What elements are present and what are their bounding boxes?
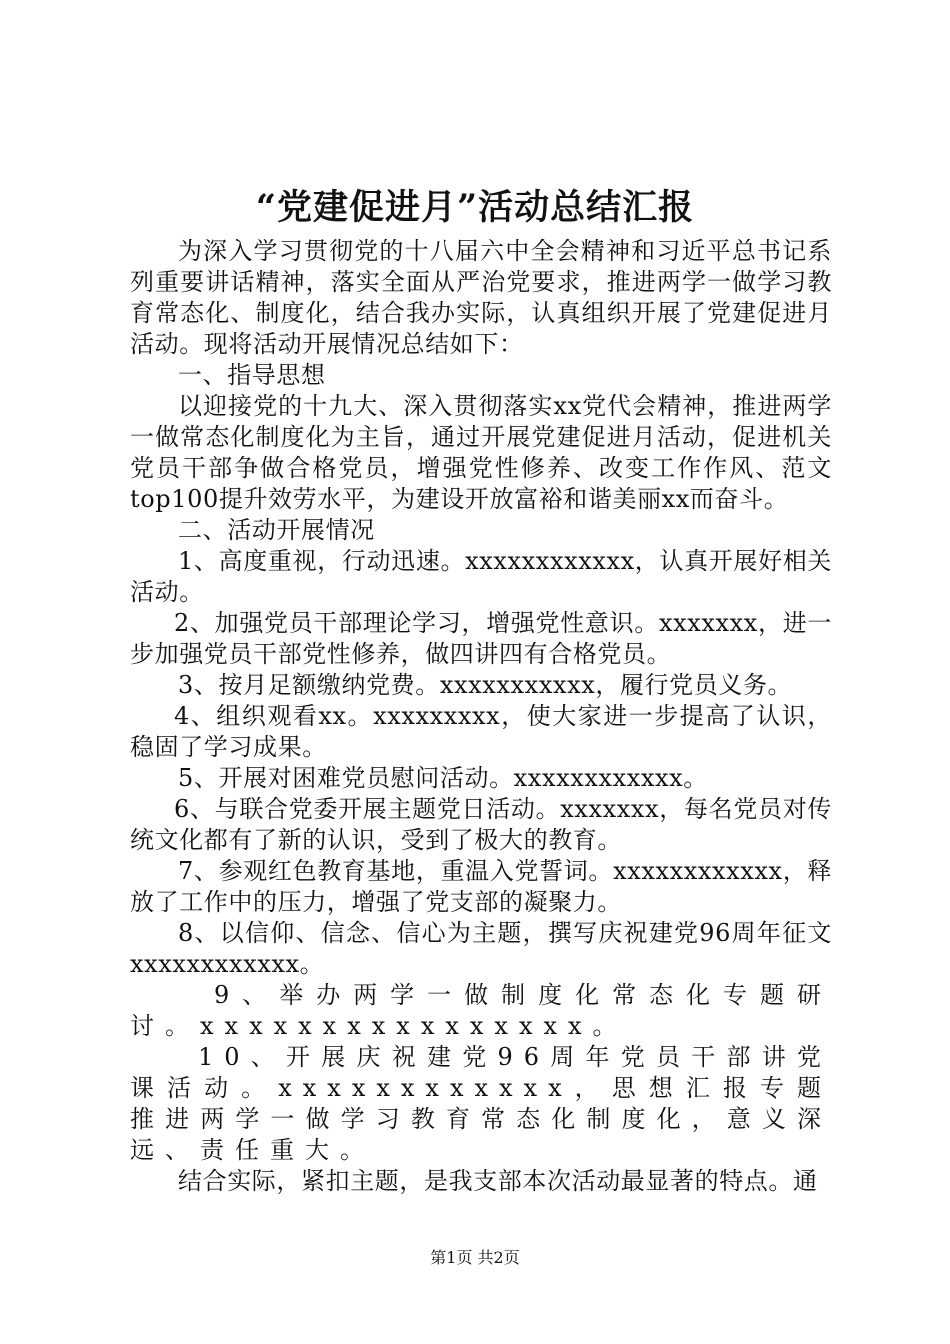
list-item-7: 7、参观红色教育基地，重温入党誓词。xxxxxxxxxxxx，释放了工作中的压力，增强了党支部的凝聚力。 bbox=[130, 857, 832, 916]
page-footer: 第1页 共2页 bbox=[430, 1248, 520, 1267]
heading-guiding-thought: 一、指导思想 bbox=[178, 361, 326, 389]
list-item-3: 3、按月足额缴纳党费。xxxxxxxxxxx，履行党员义务。 bbox=[178, 671, 793, 699]
paragraph-guiding-thought: 以迎接党的十九大、深入贯彻落实xx党代会精神，推进两学一做常态化制度化为主旨，通过开展党建促进月活动，促进机关党员干部争做合格党员，增强党性修养、改变工作作风、范文top100提升效劳水平，为建设开放富裕和谐美丽xx而奋斗。 bbox=[130, 392, 832, 513]
document-title: “党建促进月”活动总结汇报 bbox=[255, 187, 695, 228]
list-item-5: 5、开展对困难党员慰问活动。xxxxxxxxxxxx。 bbox=[178, 764, 708, 792]
list-item-4: 4、组织观看xx。xxxxxxxxx，使大家进一步提高了认识，稳固了学习成果。 bbox=[130, 702, 832, 761]
list-item-1: 1、高度重视，行动迅速。xxxxxxxxxxxx，认真开展好相关活动。 bbox=[130, 547, 832, 606]
paragraph-intro: 为深入学习贯彻党的十八届六中全会精神和习近平总书记系列重要讲话精神，落实全面从严治党要求，推进两学一做学习教育常态化、制度化，结合我办实际，认真组织开展了党建促进月活动。现将活动开展情况总结如下： bbox=[130, 237, 832, 358]
list-item-2: 2、加强党员干部理论学习，增强党性意识。xxxxxxx，进一步加强党员干部党性修养，做四讲四有合格党员。 bbox=[130, 609, 832, 668]
list-item-10: 10、开展庆祝建党96周年党员干部讲党课活动。xxxxxxxxxxxx，思想汇报专题推进两学一做学习教育常态化制度化，意义深远、责任重大。 bbox=[130, 1043, 832, 1164]
paragraph-summary: 结合实际，紧扣主题，是我支部本次活动最显著的特点。通 bbox=[178, 1167, 818, 1195]
list-item-8: 8、以信仰、信念、信心为主题，撰写庆祝建党96周年征文xxxxxxxxxxxx。 bbox=[130, 919, 832, 978]
list-item-6: 6、与联合党委开展主题党日活动。xxxxxxx，每名党员对传统文化都有了新的认识，受到了极大的教育。 bbox=[130, 795, 832, 854]
document-body bbox=[130, 236, 832, 1197]
list-item-9: 9、举办两学一做制度化常态化专题研讨。xxxxxxxxxxxxxxxx。 bbox=[130, 981, 832, 1040]
heading-activities: 二、活动开展情况 bbox=[178, 516, 375, 544]
